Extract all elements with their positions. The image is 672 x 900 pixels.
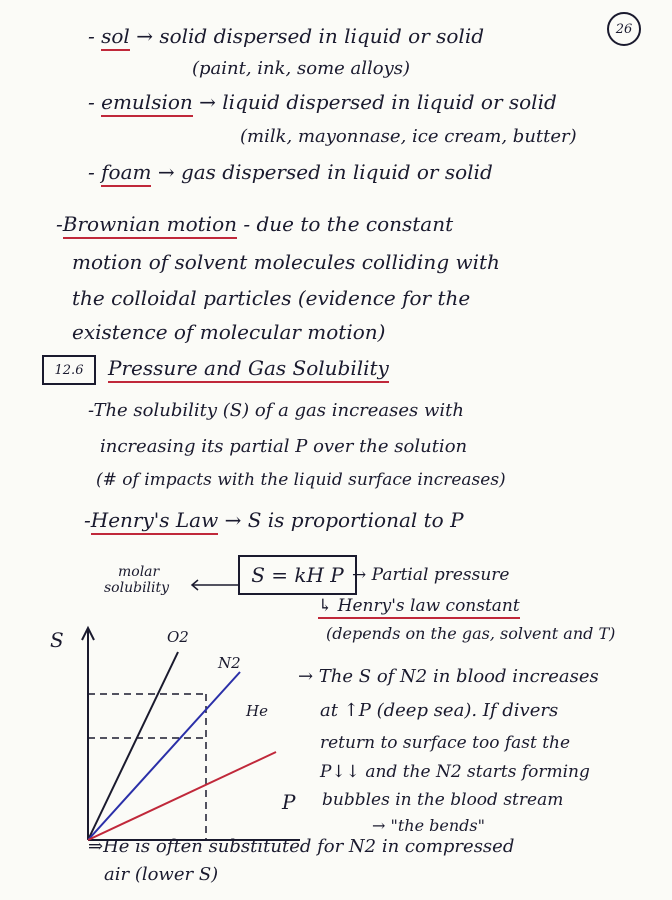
divers-line: P↓↓ and the N2 starts forming (320, 762, 590, 782)
brownian-line: - due to the constant (243, 212, 454, 236)
solubility-line: -The solubility (S) of a gas increases with (88, 400, 464, 421)
sol-examples: (paint, ink, some alloys) (192, 58, 411, 79)
molar-label: molar (118, 564, 160, 580)
graph-x-label: P (282, 790, 296, 814)
henry-row: -Henry's Law → S is proportional to P (84, 508, 464, 532)
henry-term: Henry's Law (91, 508, 218, 535)
section-title: Pressure and Gas Solubility (108, 356, 389, 380)
o2-line (88, 652, 178, 840)
arrow-icon: → (199, 90, 216, 114)
foam-definition: gas dispersed in liquid or solid (180, 160, 493, 184)
divers-line: → The S of N2 in blood increases (298, 666, 599, 687)
section-number: 12.6 (42, 355, 96, 385)
henry-constant-label: ↳ Henry's law constant (318, 596, 520, 616)
n2-line (88, 672, 240, 840)
conclusion-line: ⇒He is often substituted for N2 in compressed (88, 836, 515, 857)
depends-label: (depends on the gas, solvent and T) (326, 624, 616, 643)
divers-line: return to surface too fast the (320, 733, 571, 753)
page-number: 26 (607, 12, 641, 46)
brownian-line: the colloidal particles (evidence for the (72, 286, 471, 310)
solubility-label: solubility (104, 580, 170, 596)
sol-term: sol (101, 24, 130, 51)
brownian-line: motion of solvent molecules colliding with (72, 250, 500, 274)
he-line (88, 752, 276, 840)
dash: - (88, 160, 95, 184)
solubility-line: increasing its partial P over the solution (100, 436, 468, 457)
graph-y-label: S (50, 628, 64, 652)
partial-pressure-label: → Partial pressure (352, 565, 510, 585)
emulsion-term: emulsion (101, 90, 193, 117)
brownian-row: -Brownian motion - due to the constant (56, 212, 453, 236)
dash: - (88, 90, 95, 114)
graph-axes (82, 628, 300, 840)
dash: - (88, 24, 95, 48)
foam-term: foam (101, 160, 151, 187)
brownian-line: existence of molecular motion) (72, 320, 386, 344)
conclusion-line: air (lower S) (104, 864, 219, 885)
graph-label-o2: O2 (167, 628, 189, 646)
sol-definition: solid dispersed in liquid or solid (159, 24, 485, 48)
emulsion-definition: liquid dispersed in liquid or solid (222, 90, 557, 114)
arrow-icon: → (157, 160, 175, 184)
brownian-term: Brownian motion (63, 212, 237, 239)
divers-line: bubbles in the blood stream (322, 790, 564, 810)
the-bends: → "the bends" (372, 816, 485, 835)
solubility-line: (# of impacts with the liquid surface increases) (96, 470, 506, 490)
graph-label-n2: N2 (218, 654, 241, 672)
henry-formula: S = kH P (238, 555, 357, 595)
divers-line: at ↑P (deep sea). If divers (320, 700, 559, 721)
arrow-icon: → (136, 24, 153, 48)
graph-label-he: He (246, 702, 268, 720)
henry-statement: → S is proportional to P (224, 508, 464, 532)
emulsion-examples: (milk, mayonnase, ice cream, butter) (240, 126, 577, 147)
